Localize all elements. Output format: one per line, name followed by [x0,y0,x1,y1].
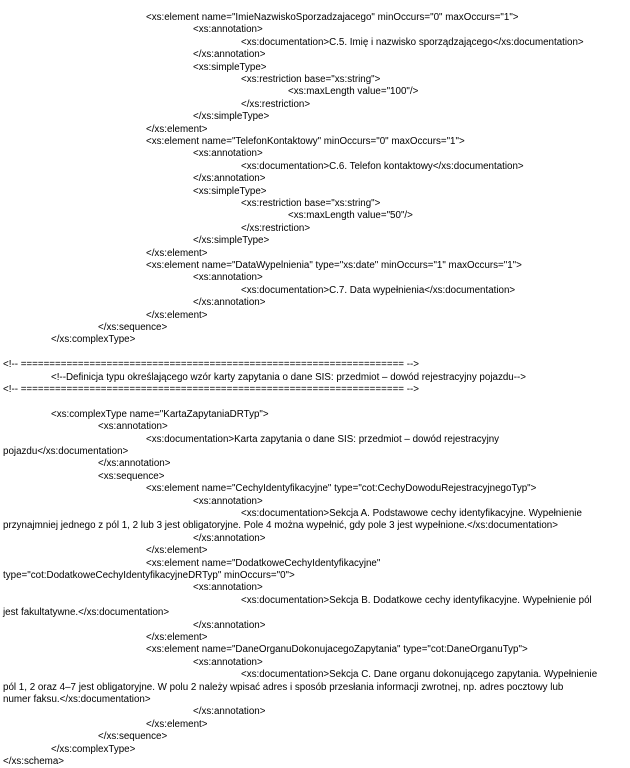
code-line: </xs:element> [145,247,207,259]
code-line: <xs:restriction base="xs:string"> [240,198,380,209]
code-line: <xs:element name="ImieNazwiskoSporzadzajacego" minOccurs="0" maxOccurs="1"> [145,12,519,23]
code-line: <xs:element name="DaneOrganuDokonujacegoZapytania" type="cot:DaneOrganuTyp"> [145,644,528,656]
code-line: </xs:annotation> [193,49,266,61]
code-line: <xs:restriction base="xs:string"> [240,74,380,85]
code-line: <xs:annotation> [193,582,263,594]
code-line: <xs:annotation> [193,656,263,668]
code-line: <xs:documentation>Sekcja B. Dodatkowe cechy identyfikacyjne. Wypełnienie pól [240,594,592,606]
code-line: </xs:restriction> [240,98,310,110]
code-line: </xs:sequence> [98,322,168,333]
code-line: <xs:simpleType> [193,185,267,197]
code-line: </xs:annotation> [193,297,266,309]
code-line: <xs:documentation>C.6. Telefon kontaktowy</xs:documentation> [240,160,524,172]
code-line: pól 1, 2 oraz 4–7 jest obligatoryjne. W polu 2 należy wpisać adres i sposób przesłania informacji zwrotnej, np. adres pocztowy lub [3,681,564,693]
code-line: </xs:simpleType> [193,111,270,123]
code-line: </xs:complexType> [50,743,135,755]
code-line: </xs:restriction> [240,222,310,234]
code-line: <!-- =================================================================== --> [3,384,419,395]
code-line: <xs:annotation> [98,421,168,433]
code-line: </xs:annotation> [193,706,266,718]
code-line: <!--Definicja typu określającego wzór karty zapytania o dane SIS: przedmiot – dowód rejestracyjny pojazdu--> [50,371,526,383]
code-line: <xs:annotation> [193,272,263,284]
code-line: </xs:complexType> [50,334,135,346]
code-line: </xs:element> [145,309,207,321]
code-line: </xs:element> [145,123,207,135]
code-line: <xs:documentation>Karta zapytania o dane SIS: przedmiot – dowód rejestracyjny [145,433,499,445]
code-line: <xs:sequence> [98,470,165,482]
code-line: </xs:annotation> [193,173,266,185]
code-line: <xs:documentation>Sekcja A. Podstawowe cechy identyfikacyjne. Wypełnienie [240,508,582,519]
code-line: pojazdu</xs:documentation> [3,446,129,457]
code-line: <xs:element name="CechyIdentyfikacyjne" type="cot:CechyDowoduRejestracyjnegoTyp"> [145,483,536,495]
code-line: <xs:documentation>Sekcja C. Dane organu dokonującego zapytania. Wypełnienie [240,669,597,681]
code-line: <!-- =================================================================== --> [3,359,419,371]
code-line: </xs:annotation> [193,619,266,631]
code-line: <xs:element name="DodatkoweCechyIdentyfikacyjne" [145,557,380,569]
code-line: <xs:annotation> [193,148,263,160]
code-line: <xs:documentation>C.7. Data wypełnienia</xs:documentation> [240,284,515,296]
code-line: <xs:maxLength value="100"/> [288,86,419,98]
code-line: jest fakultatywne.</xs:documentation> [3,607,170,619]
code-line: przynajmniej jednego z pól 1, 2 lub 3 jest obligatoryjne. Pole 4 można wypełnić, gdy pole 3 jest wypełnione.</xs:documentation> [3,520,558,532]
code-line: <xs:annotation> [193,24,263,36]
code-line: <xs:annotation> [193,495,263,507]
code-line: <xs:element name="DataWypelnienia" type="xs:date" minOccurs="1" maxOccurs="1"> [145,260,522,271]
code-line: </xs:simpleType> [193,235,270,247]
code-line: <xs:complexType name="KartaZapytaniaDRTyp"> [50,408,269,420]
code-line: </xs:element> [145,632,207,643]
code-line: numer faksu.</xs:documentation> [3,694,151,705]
code-line: <xs:maxLength value="50"/> [288,210,413,222]
code-line: <xs:simpleType> [193,61,267,73]
code-line: </xs:element> [145,718,207,730]
code-line: type="cot:DodatkoweCechyIdentyfikacyjneDRTyp" minOccurs="0"> [3,570,295,581]
code-line: </xs:annotation> [193,532,266,544]
code-line: </xs:schema> [3,756,64,767]
code-line: <xs:documentation>C.5. Imię i nazwisko sporządzającego</xs:documentation> [240,36,584,48]
code-line: <xs:element name="TelefonKontaktowy" minOccurs="0" maxOccurs="1"> [145,136,465,147]
code-line: </xs:annotation> [98,458,171,470]
code-line: </xs:element> [145,545,207,557]
code-line: </xs:sequence> [98,731,168,743]
